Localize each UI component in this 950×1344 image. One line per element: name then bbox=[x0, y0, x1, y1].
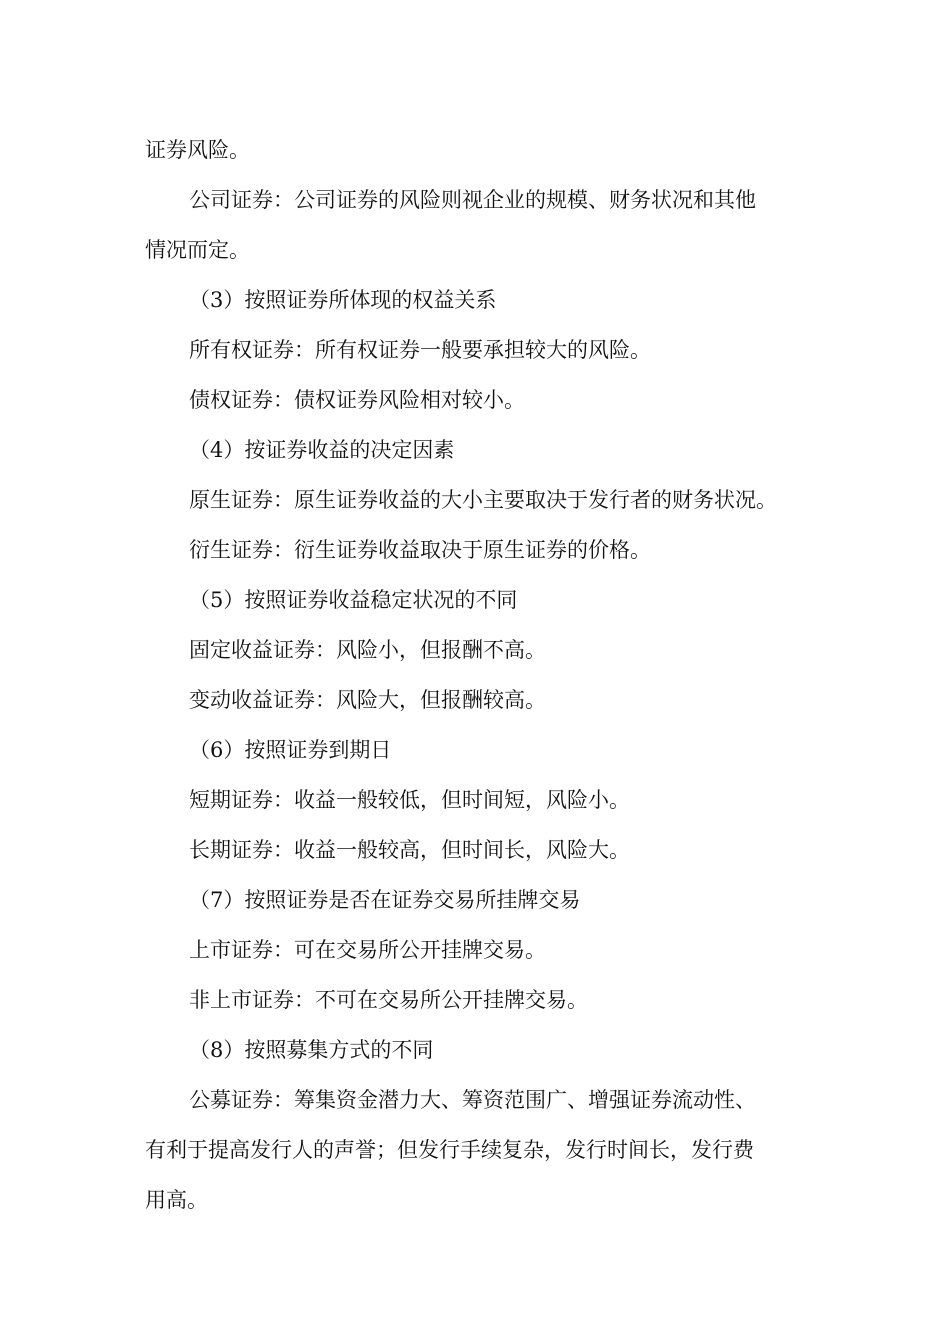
paragraph-line: 所有权证券：所有权证券一般要承担较大的风险。 bbox=[189, 338, 651, 362]
paragraph-line: 固定收益证券：风险小，但报酬不高。 bbox=[189, 638, 546, 662]
paragraph-line: 原生证券：原生证券收益的大小主要取决于发行者的财务状况。 bbox=[189, 488, 777, 512]
section-heading: （4）按证券收益的决定因素 bbox=[189, 438, 455, 462]
paragraph-line: 债权证券：债权证券风险相对较小。 bbox=[189, 388, 525, 412]
paragraph-line: 变动收益证券：风险大，但报酬较高。 bbox=[189, 688, 546, 712]
paragraph-line: 情况而定。 bbox=[145, 238, 250, 262]
section-heading: （7）按照证券是否在证券交易所挂牌交易 bbox=[189, 888, 581, 912]
paragraph-line: 有利于提高发行人的声誉；但发行手续复杂，发行时间长，发行费 bbox=[145, 1138, 754, 1162]
paragraph-line: 公司证券：公司证券的风险则视企业的规模、财务状况和其他 bbox=[189, 188, 756, 212]
paragraph-line: 证券风险。 bbox=[145, 138, 250, 162]
paragraph-line: 公募证券：筹集资金潜力大、筹资范围广、增强证券流动性、 bbox=[189, 1088, 756, 1112]
paragraph-line: 长期证券：收益一般较高，但时间长，风险大。 bbox=[189, 838, 630, 862]
section-heading: （8）按照募集方式的不同 bbox=[189, 1038, 434, 1062]
paragraph-line: 衍生证券：衍生证券收益取决于原生证券的价格。 bbox=[189, 538, 651, 562]
paragraph-line: 非上市证券：不可在交易所公开挂牌交易。 bbox=[189, 988, 588, 1012]
paragraph-line: 用高。 bbox=[145, 1188, 208, 1212]
paragraph-line: 上市证券：可在交易所公开挂牌交易。 bbox=[189, 938, 546, 962]
section-heading: （6）按照证券到期日 bbox=[189, 738, 392, 762]
section-heading: （3）按照证券所体现的权益关系 bbox=[189, 288, 497, 312]
document-body bbox=[145, 125, 809, 1225]
section-heading: （5）按照证券收益稳定状况的不同 bbox=[189, 588, 518, 612]
paragraph-line: 短期证券：收益一般较低，但时间短，风险小。 bbox=[189, 788, 630, 812]
